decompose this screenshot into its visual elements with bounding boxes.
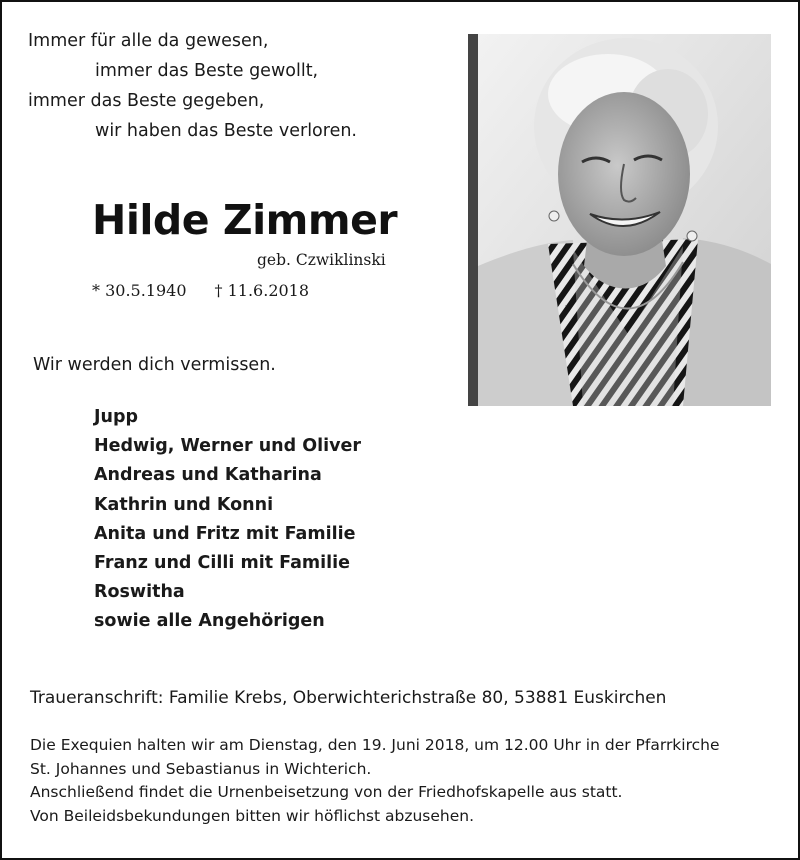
mourner-entry: Jupp — [94, 407, 139, 427]
birth-date: * 30.5.1940 — [92, 281, 187, 300]
service-line: Von Beileidsbekundungen bitten wir höflichst abzusehen. — [30, 806, 474, 825]
mourner-entry: Andreas und Katharina — [94, 465, 322, 486]
mourners-list — [94, 403, 361, 637]
service-line: St. Johannes und Sebastianus in Wichterich. — [30, 759, 372, 778]
service-line: Anschließend findet die Urnenbeisetzung von der Friedhofskapelle aus statt. — [30, 783, 623, 801]
portrait-image — [478, 34, 771, 406]
poem — [28, 26, 357, 146]
mourner-entry: Roswitha — [94, 582, 185, 603]
portrait-photo — [468, 34, 771, 406]
mourner-entry: Anita und Fritz mit Familie — [94, 523, 356, 544]
maiden-name: geb. Czwiklinski — [257, 251, 386, 269]
service-info — [30, 734, 720, 828]
mourner-entry: Kathrin und Konni — [94, 494, 274, 515]
farewell-message: Wir werden dich vermissen. — [33, 355, 276, 375]
death-date: † 11.6.2018 — [214, 281, 310, 300]
mourning-address: Traueranschrift: Familie Krebs, Oberwichterichstraße 80, 53881 Euskirchen — [30, 688, 667, 708]
poem-line: wir haben das Beste verloren. — [95, 121, 357, 141]
poem-line: immer das Beste gewollt, — [95, 61, 319, 81]
service-line: Die Exequien halten wir am Dienstag, den 19. Juni 2018, um 12.00 Uhr in der Pfarrkirche — [30, 736, 720, 754]
deceased-name: Hilde Zimmer — [92, 196, 398, 244]
mourner-entry: Hedwig, Werner und Oliver — [94, 436, 362, 457]
mourner-entry: Franz und Cilli mit Familie — [94, 553, 351, 574]
poem-line: Immer für alle da gewesen, — [28, 31, 269, 51]
life-dates — [92, 281, 309, 300]
poem-line: immer das Beste gegeben, — [28, 91, 265, 111]
mourner-entry: sowie alle Angehörigen — [94, 611, 325, 632]
